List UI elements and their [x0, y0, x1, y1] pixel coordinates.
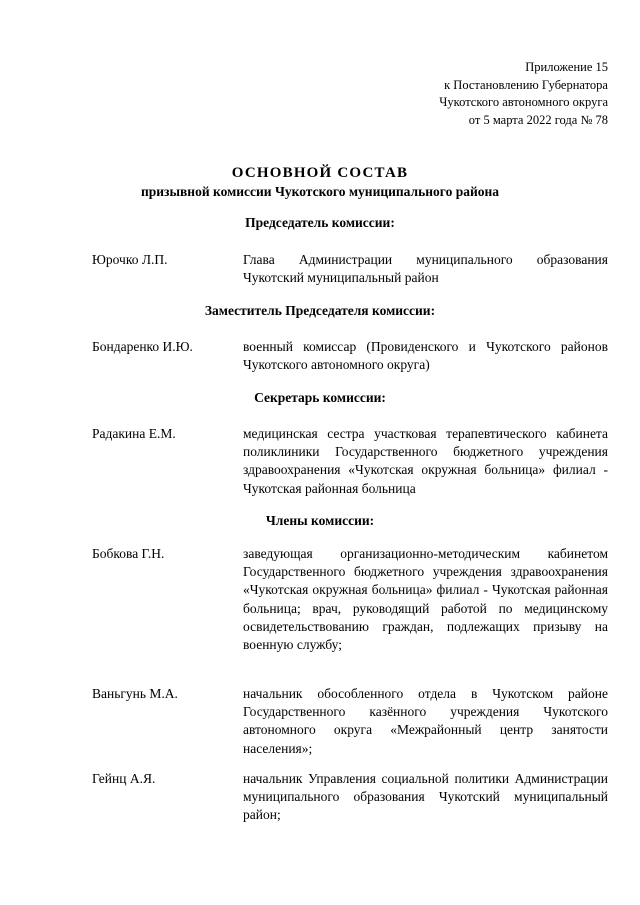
member-role: военный комиссар (Провиденского и Чукотского районов Чукотского автономного округа) — [243, 339, 608, 373]
member-name: Бондаренко И.Ю. — [92, 339, 193, 354]
member-role: начальник обособленного отдела в Чукотском районе Государственного казённого учреждения Чукотского автономного округа «Межрайонный центр занятости населения»; — [243, 686, 608, 756]
document-title: ОСНОВНОЙ СОСТАВ — [231, 165, 409, 181]
member-name: Юрочко Л.П. — [92, 252, 168, 267]
member-role: начальник Управления социальной политики Администрации муниципального образования Чукотский муниципальный район; — [243, 771, 608, 823]
member-role: заведующая организационно-методическим кабинетом Государственного бюджетного учреждения здравоохранения «Чукотская окружная больница» филиал - Чукотская районная больница; врач, руководящий работой по медицинскому освидетельствованию граждан, подлежащих призыву на военную службу; — [243, 546, 608, 653]
section-heading-deputy: Заместитель Председателя комиссии: — [204, 303, 436, 318]
member-role: медицинская сестра участковая терапевтического кабинета поликлиники Государственного бюджетного учреждения здравоохранения «Чукотская окружная больница» филиал - Чукотская районная больница — [243, 426, 608, 496]
appendix-line-3: Чукотского автономного округа — [439, 95, 608, 109]
section-heading-secretary: Секретарь комиссии: — [254, 390, 386, 405]
section-heading-chairman: Председатель комиссии: — [245, 215, 395, 230]
appendix-line-4: от 5 марта 2022 года № 78 — [468, 112, 608, 127]
member-name: Бобкова Г.Н. — [92, 546, 165, 561]
member-name: Ваньгунь М.А. — [92, 686, 178, 701]
appendix-block — [348, 59, 608, 129]
appendix-line-2: к Постановлению Губернатора — [444, 77, 608, 92]
member-role: Глава Администрации муниципального образования Чукотский муниципальный район — [243, 252, 608, 286]
section-heading-members: Члены комиссии: — [265, 513, 375, 528]
member-name: Гейнц А.Я. — [92, 771, 156, 786]
document-subtitle: призывной комиссии Чукотского муниципального района — [140, 184, 500, 199]
member-name: Радакина Е.М. — [92, 426, 176, 441]
appendix-line-1: Приложение 15 — [525, 60, 608, 74]
